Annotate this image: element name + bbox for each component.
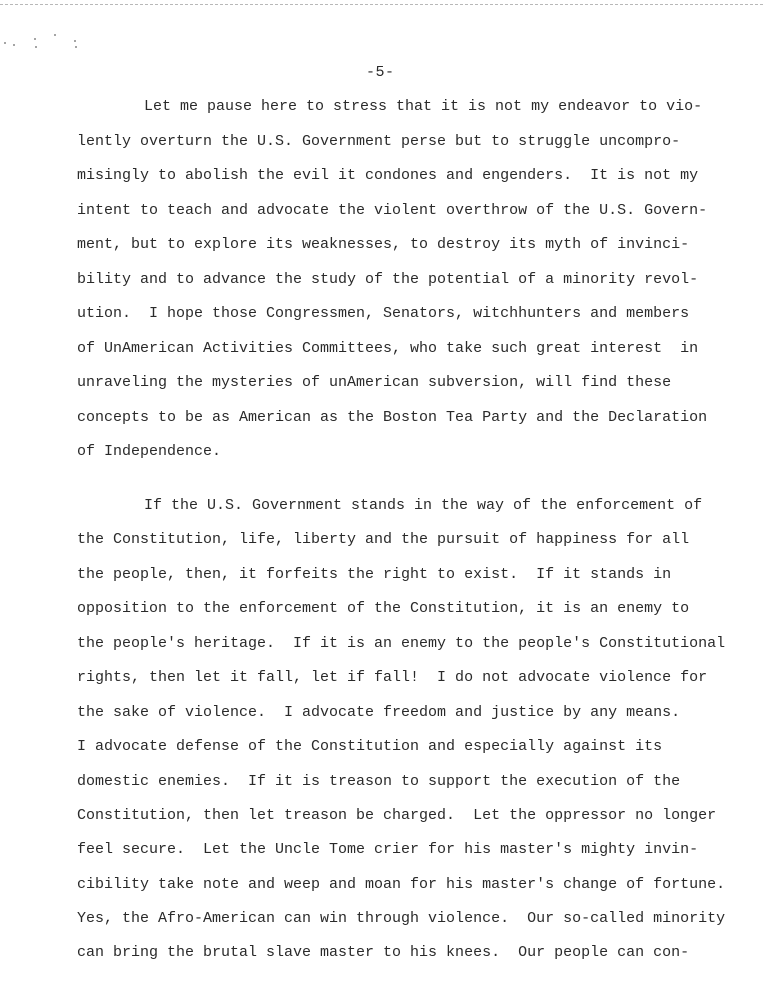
text-line: domestic enemies. If it is treason to support the execution of the — [77, 773, 681, 790]
text-line: Yes, the Afro-American can win through violence. Our so-called minority — [77, 910, 726, 927]
text-line: Let me pause here to stress that it is not my endeavor to vio- — [144, 98, 703, 115]
text-line: ment, but to explore its weaknesses, to destroy its myth of invinci- — [77, 236, 690, 253]
text-line: of Independence. — [77, 443, 222, 460]
text-line: of UnAmerican Activities Committees, who take such great interest in — [77, 340, 699, 357]
text-line: intent to teach and advocate the violent overthrow of the U.S. Govern- — [77, 202, 708, 219]
speck — [4, 42, 6, 44]
text-line: the Constitution, life, liberty and the pursuit of happiness for all — [77, 531, 690, 548]
text-line: misingly to abolish the evil it condones and engenders. It is not my — [77, 167, 699, 184]
text-line: the people, then, it forfeits the right to exist. If it stands in — [77, 566, 672, 583]
page-number: -5- — [366, 64, 395, 81]
text-line: I advocate defense of the Constitution and especially against its — [77, 738, 663, 755]
text-line: Constitution, then let treason be charged. Let the oppressor no longer — [77, 807, 717, 824]
text-line: feel secure. Let the Uncle Tome crier for his master's mighty invin- — [77, 841, 699, 858]
speck — [13, 44, 15, 46]
speck — [75, 46, 77, 48]
text-line: can bring the brutal slave master to his knees. Our people can con- — [77, 944, 690, 961]
text-line: opposition to the enforcement of the Constitution, it is an enemy to — [77, 600, 690, 617]
speck — [74, 40, 76, 42]
speck — [34, 38, 36, 40]
text-line: the people's heritage. If it is an enemy to the people's Constitutional — [77, 635, 726, 652]
text-line: unraveling the mysteries of unAmerican subversion, will find these — [77, 374, 672, 391]
text-line: If the U.S. Government stands in the way of the enforcement of — [144, 497, 703, 514]
text-line: the sake of violence. I advocate freedom and justice by any means. — [77, 704, 681, 721]
page-top-edge — [0, 4, 763, 5]
text-line: concepts to be as American as the Boston Tea Party and the Declaration — [77, 409, 708, 426]
text-line: rights, then let it fall, let if fall! I do not advocate violence for — [77, 669, 708, 686]
speck — [54, 34, 56, 36]
text-line: bility and to advance the study of the potential of a minority revol- — [77, 271, 699, 288]
text-line: cibility take note and weep and moan for his master's change of fortune. — [77, 876, 726, 893]
text-line: ution. I hope those Congressmen, Senators, witchhunters and members — [77, 305, 690, 322]
text-line: lently overturn the U.S. Government perse but to struggle uncompro- — [77, 133, 681, 150]
speck — [35, 46, 37, 48]
